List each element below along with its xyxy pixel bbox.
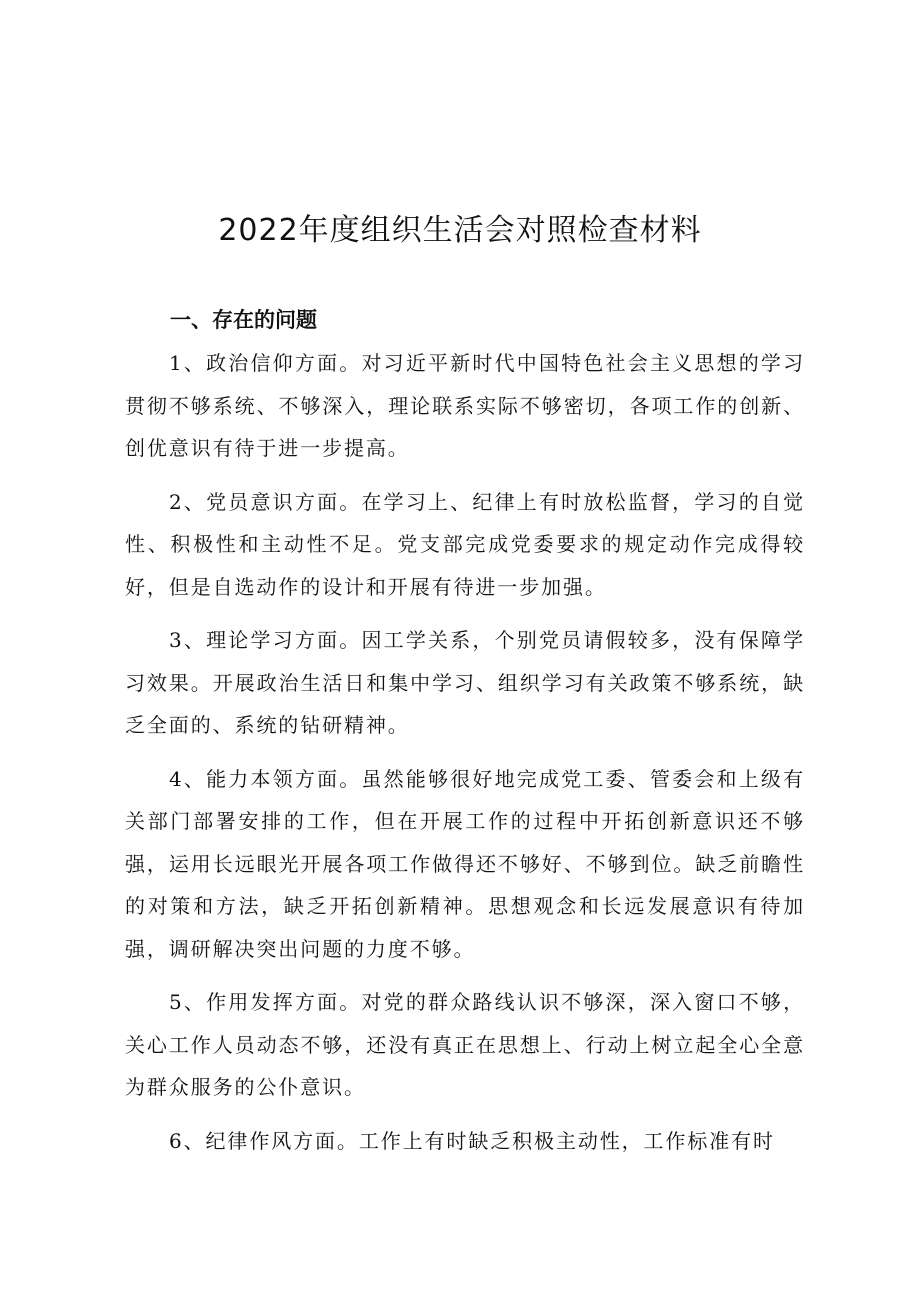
document-body [125, 342, 805, 1173]
paragraph-capability: 4、能力本领方面。虽然能够很好地完成党工委、管委会和上级有关部门部署安排的工作，但在开展工作的过程中开拓创新意识还不够强，运用长远眼光开展各项工作做得还不够好、不够到位。缺乏前瞻性的对策和方法，缺乏开拓创新精神。思想观念和长远发展意识有待加强，调研解决突出问题的力度不够。 [125, 766, 805, 961]
document-title: 2022年度组织生活会对照检查材料 [218, 213, 702, 248]
section-heading-issues: 一、存在的问题 [170, 308, 317, 332]
paragraph-role-play: 5、作用发挥方面。对党的群众路线认识不够深，深入窗口不够，关心工作人员动态不够，还没有真正在思想上、行动上树立起全心全意为群众服务的公仆意识。 [125, 990, 805, 1099]
paragraph-party-awareness: 2、党员意识方面。在学习上、纪律上有时放松监督，学习的自觉性、积极性和主动性不足。党支部完成党委要求的规定动作完成得较好，但是自选动作的设计和开展有待进一步加强。 [125, 489, 805, 599]
paragraph-political-belief: 1、政治信仰方面。对习近平新时代中国特色社会主义思想的学习贯彻不够系统、不够深入，理论联系实际不够密切，各项工作的创新、创优意识有待于进一步提高。 [125, 351, 805, 460]
paragraph-theory-study: 3、理论学习方面。因工学关系，个别党员请假较多，没有保障学习效果。开展政治生活日和集中学习、组织学习有关政策不够系统，缺乏全面的、系统的钻研精神。 [125, 628, 805, 737]
paragraph-discipline-style: 6、纪律作风方面。工作上有时缺乏积极主动性，工作标准有时 [169, 1128, 775, 1153]
